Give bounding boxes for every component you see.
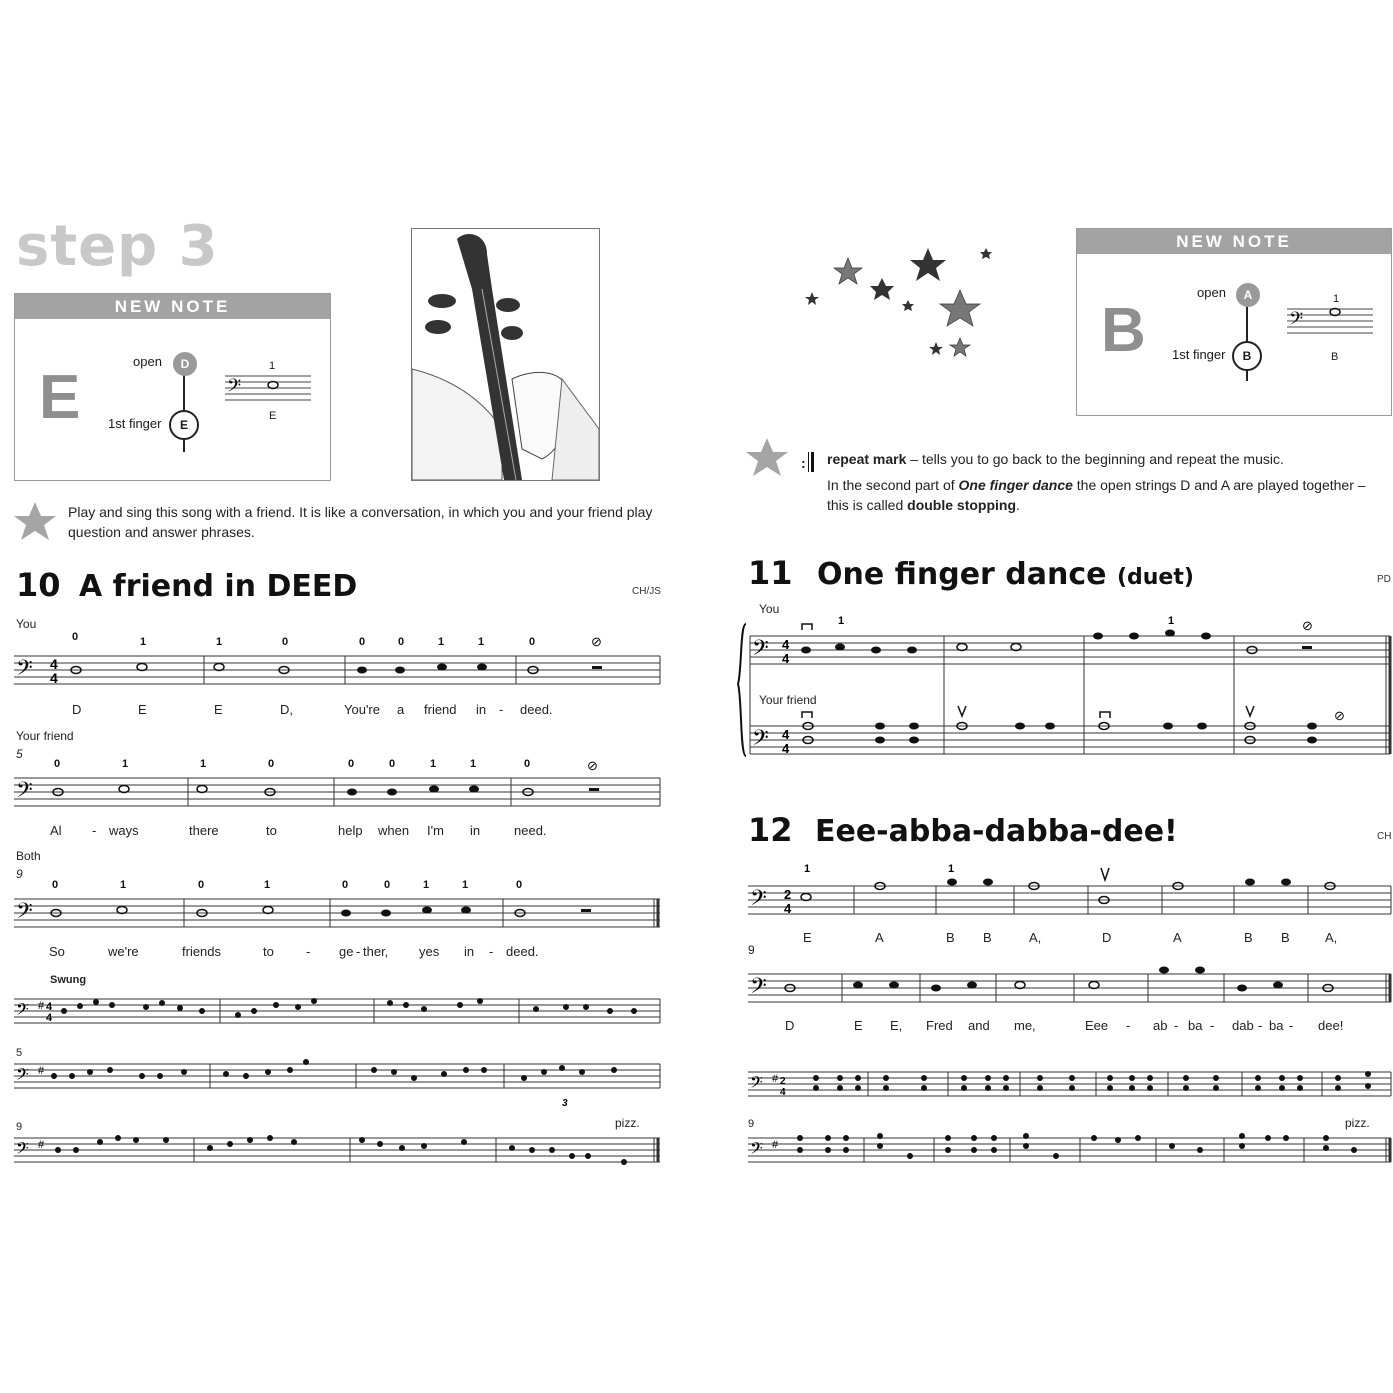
stars-decoration (800, 240, 1000, 360)
measure-number-9: 9 (16, 867, 23, 881)
svg-text:0: 0 (529, 636, 536, 648)
song-12-number: 12 (748, 811, 793, 849)
song12-accomp-1 (748, 1060, 1393, 1106)
svg-text:1: 1 (804, 863, 811, 875)
mini-staff-b (1285, 297, 1375, 347)
svg-text:𝄢: 𝄢 (752, 725, 769, 755)
staff-finger-b: 1 (1333, 293, 1340, 305)
svg-text:0: 0 (72, 631, 79, 643)
svg-text:#: # (38, 1065, 45, 1077)
svg-text:𝄢: 𝄢 (752, 635, 769, 665)
svg-text:𝄢: 𝄢 (750, 973, 767, 1003)
svg-text:4: 4 (782, 741, 790, 756)
repeat-mark-icon: : (801, 452, 815, 472)
accomp-measure-9: 9 (16, 1121, 23, 1133)
song12-lyrics-1: E A B B A, D A B B A, (803, 930, 1338, 945)
svg-text:1: 1 (1168, 615, 1175, 627)
staff-finger: 1 (269, 360, 276, 372)
accomp-staff-2 (14, 1050, 664, 1110)
svg-text:0: 0 (198, 879, 205, 891)
song12-accomp-measure-9: 9 (748, 1118, 755, 1130)
song-title: A friend in DEED (78, 569, 358, 604)
tempo-marking: Swung (50, 974, 87, 986)
svg-text:0: 0 (348, 758, 355, 770)
svg-text:4: 4 (50, 670, 58, 686)
svg-text:⊘: ⊘ (591, 634, 602, 649)
svg-text:𝄢: 𝄢 (16, 1066, 29, 1088)
song-11-part1-label: You (759, 602, 780, 616)
song-12-title-row (748, 811, 1178, 849)
svg-text:1: 1 (216, 636, 223, 648)
song-11-part2-label: Your friend (759, 693, 817, 707)
cello-drawing (412, 229, 599, 480)
svg-text:1: 1 (430, 758, 437, 770)
svg-text:4: 4 (782, 727, 790, 742)
staff-note-name: E (269, 410, 277, 422)
song-credit: CH/JS (632, 586, 661, 597)
svg-text:1: 1 (838, 615, 845, 627)
song-12-title: Eee-abba-dabba-dee! (814, 814, 1178, 849)
svg-text:#: # (38, 1139, 45, 1151)
staff-song10-line3 (14, 873, 664, 948)
finger-label-b: 1st finger (1172, 347, 1226, 362)
song-11-title-row (748, 554, 1194, 592)
finger-note-circle-b: B (1232, 341, 1262, 371)
svg-text:4: 4 (782, 651, 790, 666)
pizz-marking-left: pizz. (615, 1116, 640, 1130)
svg-text:𝄢: 𝄢 (750, 1140, 763, 1162)
accomp-staff-3 (14, 1128, 664, 1178)
open-string-circle: D (173, 352, 197, 376)
song-11-title: One finger dance (816, 557, 1107, 592)
svg-text:𝄢: 𝄢 (16, 1140, 29, 1162)
svg-text:0: 0 (282, 636, 289, 648)
part-label-friend: Your friend (16, 729, 74, 743)
song-number: 10 (16, 566, 61, 604)
triplet-mark: 3 (562, 1098, 568, 1109)
svg-text:𝄢: 𝄢 (16, 777, 33, 807)
svg-text:0: 0 (389, 758, 396, 770)
svg-text:⊘: ⊘ (1302, 618, 1313, 633)
svg-text:𝄢: 𝄢 (1289, 308, 1304, 333)
lyrics-line2: Al - ways there to help when I'm in need. (50, 823, 547, 838)
part-label-you: You (16, 617, 37, 631)
svg-text:𝄢: 𝄢 (16, 1001, 29, 1023)
svg-text:#: # (772, 1139, 779, 1151)
svg-text:0: 0 (54, 758, 61, 770)
part-label-both: Both (16, 849, 41, 863)
svg-text:0: 0 (359, 636, 366, 648)
song12-measure-9: 9 (748, 943, 755, 957)
svg-text:𝄢: 𝄢 (16, 898, 33, 928)
song12-accomp-2 (748, 1126, 1393, 1172)
svg-text:1: 1 (140, 636, 147, 648)
svg-text:0: 0 (52, 879, 59, 891)
svg-text:0: 0 (398, 636, 405, 648)
cello-illustration (411, 228, 600, 481)
svg-text:1: 1 (122, 758, 129, 770)
mini-staff (223, 364, 313, 424)
new-note-box-b (1076, 228, 1392, 416)
svg-text:𝄢: 𝄢 (227, 375, 242, 400)
duet-system (736, 610, 1392, 770)
song12-lyrics-2: D E E, Fred and me, Eee - ab - ba - dab - ba - dee! (785, 1018, 1344, 1033)
svg-text:#: # (38, 1000, 45, 1012)
svg-text:1: 1 (438, 636, 445, 648)
lyrics-line3: So we're friends to - ge - ther, yes in - deed. (49, 944, 539, 959)
song12-staff-2 (748, 956, 1393, 1016)
svg-text:𝄢: 𝄢 (750, 1074, 763, 1096)
svg-text:4: 4 (784, 901, 792, 916)
new-note-letter: E (39, 363, 81, 432)
lyrics-line1: D E E D, You're a friend in - deed. (72, 702, 553, 717)
finger-label: 1st finger (108, 416, 162, 431)
pizz-marking-right: pizz. (1345, 1116, 1370, 1130)
song-11-number: 11 (748, 554, 793, 592)
new-note-letter-b: B (1101, 296, 1146, 365)
star-icon (12, 500, 58, 542)
accomp-measure-5: 5 (16, 1047, 23, 1059)
svg-text:2: 2 (780, 1076, 786, 1087)
open-label-b: open (1197, 285, 1226, 300)
svg-text:0: 0 (342, 879, 349, 891)
staff-note-name-b: B (1331, 351, 1339, 363)
song-10-title-row (16, 566, 357, 604)
star-icon-right (744, 436, 790, 478)
svg-text:𝄢: 𝄢 (16, 655, 33, 685)
song-11-subtitle: (duet) (1116, 565, 1194, 590)
new-note-box-e (14, 293, 331, 481)
svg-text:𝄢: 𝄢 (750, 885, 767, 915)
svg-text:1: 1 (948, 863, 955, 875)
svg-text:4: 4 (46, 1012, 53, 1024)
step-title: step 3 (16, 214, 219, 279)
svg-text:1: 1 (423, 879, 430, 891)
accomp-staff-1 (14, 985, 664, 1035)
svg-text:4: 4 (780, 1087, 786, 1098)
svg-text:⊘: ⊘ (1334, 708, 1345, 723)
svg-text:⊘: ⊘ (587, 758, 598, 773)
repeat-mark-text: repeat mark – tells you to go back to the beginning and repeat the music. (827, 451, 1284, 467)
svg-text:1: 1 (120, 879, 127, 891)
measure-number-5: 5 (16, 747, 23, 761)
new-note-header: NEW NOTE (15, 294, 330, 319)
svg-text:0: 0 (384, 879, 391, 891)
svg-text:#: # (772, 1073, 779, 1085)
svg-text:1: 1 (478, 636, 485, 648)
finger-note-circle: E (169, 410, 199, 440)
open-string-circle-b: A (1236, 283, 1260, 307)
svg-text:4: 4 (782, 637, 790, 652)
svg-text:1: 1 (200, 758, 207, 770)
new-note-header-b: NEW NOTE (1077, 229, 1391, 254)
open-label: open (133, 354, 162, 369)
staff-song10-line2 (14, 752, 664, 827)
staff-song10-line1 (14, 630, 664, 705)
svg-text:4: 4 (50, 656, 58, 672)
svg-text:2: 2 (784, 887, 792, 902)
svg-text:4: 4 (46, 1001, 53, 1013)
song12-staff-1 (748, 856, 1393, 926)
svg-text:0: 0 (268, 758, 275, 770)
svg-text:0: 0 (524, 758, 531, 770)
svg-text:0: 0 (516, 879, 523, 891)
song-11-credit: PD (1377, 574, 1391, 585)
svg-text:1: 1 (462, 879, 469, 891)
svg-text:1: 1 (264, 879, 271, 891)
svg-text:1: 1 (470, 758, 477, 770)
double-stopping-text: In the second part of One finger dance the open strings D and A are played together – this is called double stopping. (827, 477, 1366, 513)
instruction-text: Play and sing this song with a friend. It is like a conversation, in which you and your friend play question and answer phrases. (68, 504, 653, 540)
song-12-credit: CH (1377, 831, 1392, 842)
